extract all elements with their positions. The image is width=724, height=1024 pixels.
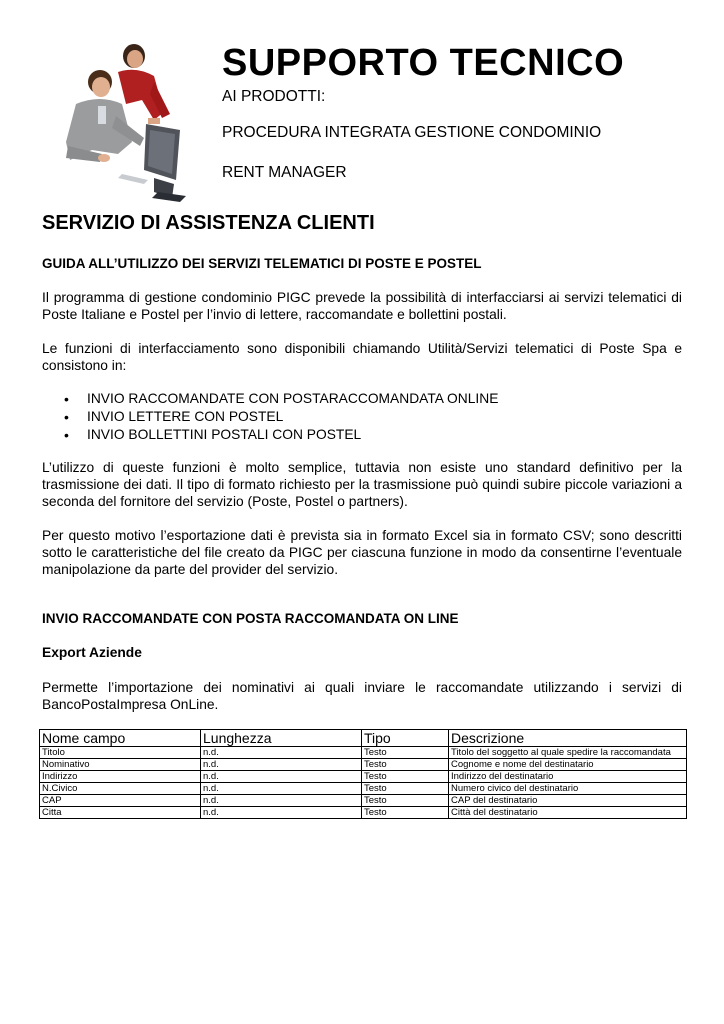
table-cell: Citta	[40, 807, 201, 819]
function-list	[62, 390, 498, 444]
table-cell: Titolo del soggetto al quale spedire la raccomandata	[449, 747, 687, 759]
table-cell: n.d.	[201, 795, 362, 807]
table-cell: CAP del destinatario	[449, 795, 687, 807]
table-cell: Indirizzo	[40, 771, 201, 783]
list-item: • INVIO BOLLETTINI POSTALI CON POSTEL	[62, 426, 498, 444]
table-header-row	[40, 730, 687, 747]
table-cell: n.d.	[201, 783, 362, 795]
table-row	[40, 771, 687, 783]
paragraph-intro: Il programma di gestione condominio PIGC prevede la possibilità di interfacciarsi ai servizi telematici di Poste Italiane e Postel per l’invio di lettere, raccomandate e bollettini postali.	[42, 290, 682, 322]
guide-title: GUIDA ALL’UTILIZZO DEI SERVIZI TELEMATICI DI POSTE E POSTEL	[42, 256, 482, 271]
paragraph-export-aziende: Permette l’importazione dei nominativi ai quali inviare le raccomandate utilizzando i servizi di BancoPostaImpresa OnLine.	[42, 680, 682, 712]
page-title: SUPPORTO TECNICO	[222, 42, 625, 84]
table-row	[40, 795, 687, 807]
paragraph-usage: L’utilizzo di queste funzioni è molto semplice, tuttavia non esiste uno standard definitivo per la trasmissione dei dati. Il tipo di formato richiesto per la trasmissione può quindi subire piccole variazioni a seconda del fornitore del servizio (Poste, Postel o partners).	[42, 460, 682, 509]
table-cell: Testo	[362, 747, 449, 759]
column-header: Lunghezza	[201, 730, 362, 747]
people-at-computer-illustration	[62, 42, 192, 202]
table-cell: n.d.	[201, 771, 362, 783]
table-cell: n.d.	[201, 747, 362, 759]
fields-table	[39, 729, 687, 819]
export-title: Export Aziende	[42, 645, 142, 660]
subsection-title: INVIO RACCOMANDATE CON POSTA RACCOMANDATA ON LINE	[42, 611, 459, 626]
column-header: Tipo	[362, 730, 449, 747]
section-title: SERVIZIO DI ASSISTENZA CLIENTI	[42, 212, 375, 234]
table-cell: Nominativo	[40, 759, 201, 771]
table-cell: Testo	[362, 759, 449, 771]
table-cell: n.d.	[201, 759, 362, 771]
table-cell: Città del destinatario	[449, 807, 687, 819]
table-cell: Testo	[362, 771, 449, 783]
header-product-2: RENT MANAGER	[222, 164, 347, 181]
column-header: Descrizione	[449, 730, 687, 747]
table-cell: Indirizzo del destinatario	[449, 771, 687, 783]
table-cell: N.Civico	[40, 783, 201, 795]
header-subtitle: AI PRODOTTI:	[222, 88, 326, 105]
list-item: • INVIO LETTERE CON POSTEL	[62, 408, 498, 426]
header-product-1: PROCEDURA INTEGRATA GESTIONE CONDOMINIO	[222, 124, 602, 141]
column-header: Nome campo	[40, 730, 201, 747]
table-cell: Testo	[362, 807, 449, 819]
paragraph-export: Per questo motivo l’esportazione dati è prevista sia in formato Excel sia in formato CSV; sono descritti sotto le caratteristiche del file creato da PIGC per ciascuna funzione in modo da consentirne l’eventuale manipolazione da parte del provider del servizio.	[42, 528, 682, 577]
table-row	[40, 759, 687, 771]
table-cell: CAP	[40, 795, 201, 807]
list-item: • INVIO RACCOMANDATE CON POSTARACCOMANDATA ONLINE	[62, 390, 498, 408]
table-cell: Numero civico del destinatario	[449, 783, 687, 795]
table-row	[40, 783, 687, 795]
paragraph-functions: Le funzioni di interfacciamento sono disponibili chiamando Utilità/Servizi telematici di Poste Spa e consistono in:	[42, 341, 682, 373]
table-cell: Cognome e nome del destinatario	[449, 759, 687, 771]
table-cell: n.d.	[201, 807, 362, 819]
table-row	[40, 807, 687, 819]
table-cell: Testo	[362, 795, 449, 807]
table-row	[40, 747, 687, 759]
table-cell: Titolo	[40, 747, 201, 759]
table-cell: Testo	[362, 783, 449, 795]
